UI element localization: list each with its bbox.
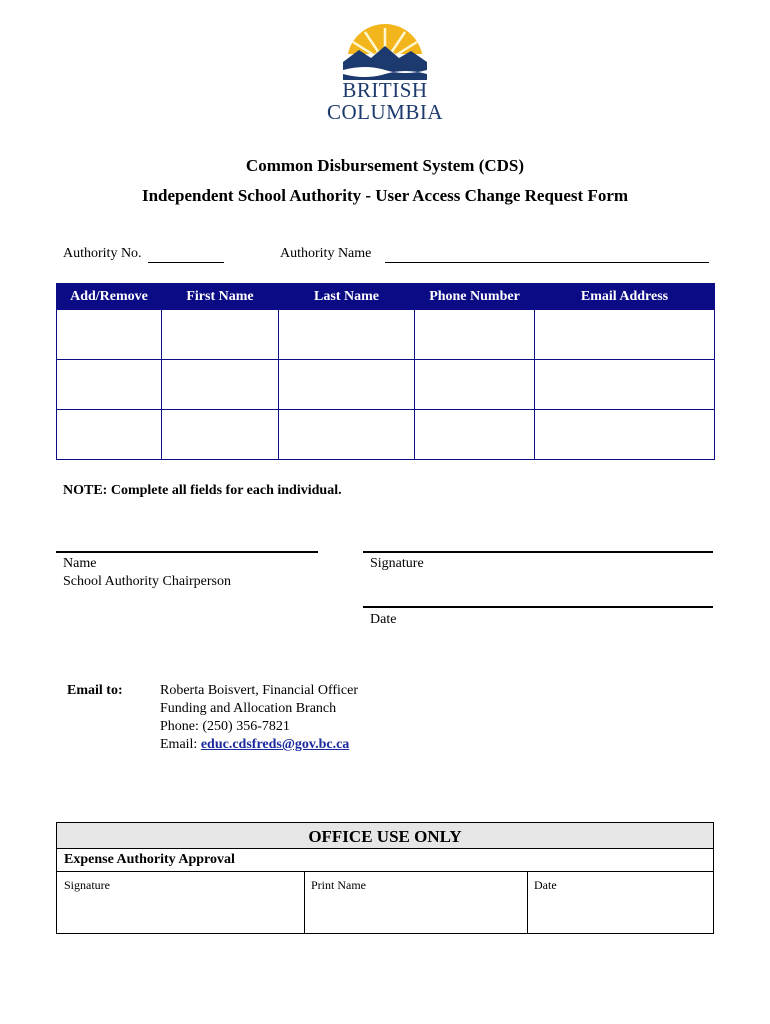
expense-authority-label: Expense Authority Approval: [64, 852, 235, 867]
table-cell[interactable]: [279, 310, 415, 360]
form-title: Common Disbursement System (CDS): [245, 156, 525, 175]
date-line[interactable]: [363, 606, 713, 608]
table-cell[interactable]: [57, 410, 162, 460]
office-print-name-label: Print Name: [311, 878, 366, 892]
email-link[interactable]: educ.cdsfreds@gov.bc.ca: [200, 737, 350, 752]
office-use-box: [56, 822, 714, 934]
table-cell[interactable]: [162, 410, 279, 460]
col-header-last-name: Last Name: [279, 284, 415, 310]
table-cell[interactable]: [535, 360, 715, 410]
table-row: [57, 360, 715, 410]
contact-name: Roberta Boisvert, Financial Officer: [160, 683, 359, 698]
col-header-add-remove: Add/Remove: [57, 284, 162, 310]
table-header-row: [57, 284, 715, 310]
table-row: [57, 410, 715, 460]
contact-branch: Funding and Allocation Branch: [160, 701, 337, 716]
signature-line[interactable]: [363, 551, 713, 553]
contact-phone: Phone: (250) 356-7821: [160, 719, 290, 734]
authority-no-label: Authority No.: [63, 246, 142, 261]
office-signature-label: Signature: [64, 878, 110, 892]
table-cell[interactable]: [535, 310, 715, 360]
form-subtitle: Independent School Authority - User Access Change Request Form: [141, 186, 629, 205]
authority-name-label: Authority Name: [280, 246, 372, 261]
divider: [527, 871, 528, 933]
contact-email-line: [160, 737, 349, 753]
table-cell[interactable]: [415, 310, 535, 360]
office-date-label: Date: [534, 878, 557, 892]
logo-line-2: COLUMBIA: [326, 100, 443, 124]
bc-sun-mountain-icon: [325, 18, 445, 80]
table-cell[interactable]: [279, 410, 415, 460]
authority-name-field[interactable]: [385, 262, 709, 263]
table-cell[interactable]: [279, 360, 415, 410]
name-label: Name: [63, 556, 97, 571]
col-header-phone-number: Phone Number: [415, 284, 535, 310]
email-to-label: Email to:: [67, 683, 123, 698]
authority-no-field[interactable]: [148, 262, 224, 263]
divider: [304, 871, 305, 933]
signature-label: Signature: [370, 556, 424, 571]
table-cell[interactable]: [415, 360, 535, 410]
user-table: [56, 283, 715, 460]
office-use-heading: OFFICE USE ONLY: [57, 823, 713, 848]
col-header-first-name: First Name: [162, 284, 279, 310]
table-cell[interactable]: [162, 310, 279, 360]
email-prefix: Email:: [160, 737, 201, 752]
logo-line-1: BRITISH: [342, 78, 428, 102]
table-cell[interactable]: [162, 360, 279, 410]
approval-row: [57, 848, 713, 872]
date-label: Date: [370, 612, 397, 627]
table-row: [57, 310, 715, 360]
table-cell[interactable]: [57, 310, 162, 360]
note-text: NOTE: Complete all fields for each individual.: [63, 483, 342, 498]
col-header-email-address: Email Address: [535, 284, 715, 310]
name-signature-line[interactable]: [56, 551, 318, 553]
table-cell[interactable]: [415, 410, 535, 460]
table-cell[interactable]: [535, 410, 715, 460]
chairperson-label: School Authority Chairperson: [63, 574, 231, 589]
bc-logo: [325, 18, 445, 130]
table-cell[interactable]: [57, 360, 162, 410]
